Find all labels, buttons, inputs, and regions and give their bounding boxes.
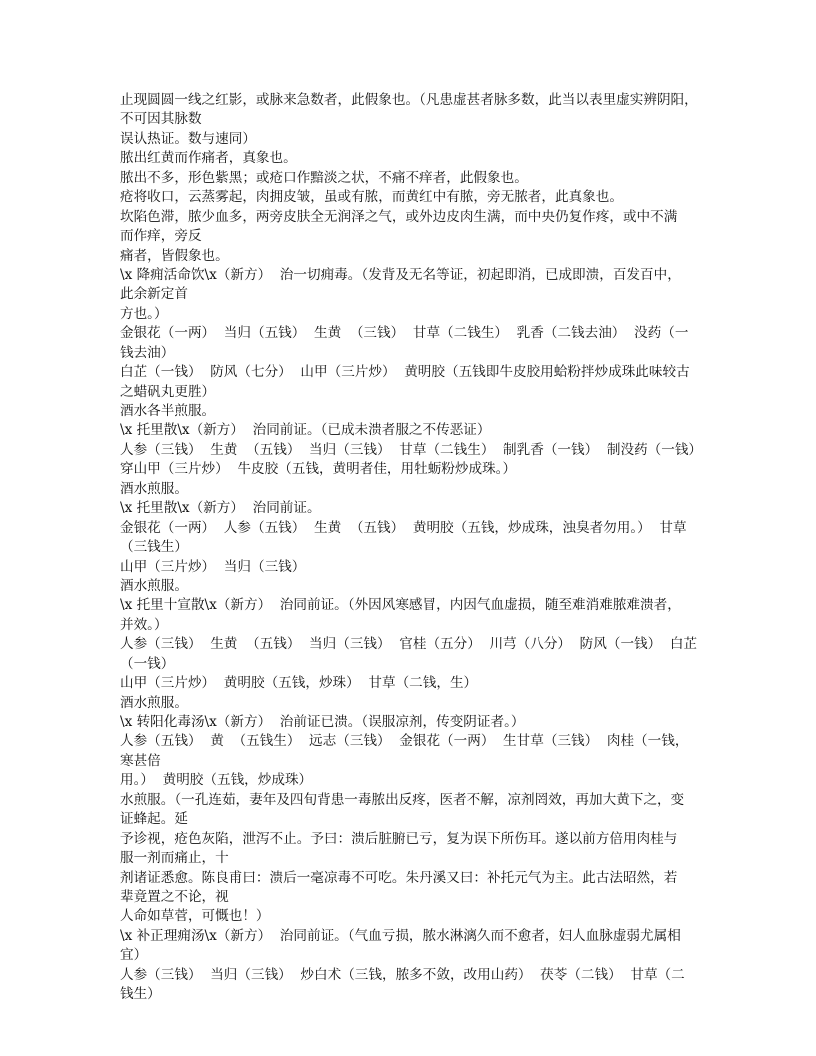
preparation-line: 酒水各半煎服。 — [120, 403, 216, 419]
text-line: 止现圆圆一线之红影，或脉来急数者，此假象也。（凡患虚甚者脉多数，此当以表里虚实辨阴阳， — [120, 92, 698, 108]
formula-heading: \x 转阳化毒汤\x（新方） 治前证已溃。（误服凉剂，传变阴证者。） — [120, 714, 525, 730]
ingredients-line: （一钱） — [120, 655, 175, 672]
formula-heading: \x 托里散\x（新方） 治同前证。 — [120, 500, 321, 517]
ingredients-line: 金银花（一两） 当归（五钱） 生黄 （三钱） 甘草（二钱生） 乳香（二钱去油） 没药（一 — [120, 325, 689, 342]
preparation-line: 水煎服。（一孔连茹，妻年及四旬背患一毒脓出反疼，医者不解，凉剂罔效，再加大黄下之，变 — [120, 791, 685, 808]
ingredients-line: 金银花（一两） 人参（五钱） 生黄 （五钱） 黄明胶（五钱，炒成珠，浊臭者勿用。） 甘草 — [120, 519, 687, 536]
text-line: 证蜂起。延 — [120, 811, 188, 828]
preparation-line: 酒水煎服。 — [120, 480, 188, 497]
text-line: 辈竟置之不论，视 — [120, 888, 229, 905]
text-line: 此余新定首 — [120, 286, 188, 303]
text-line: 痛者，皆假象也。 — [120, 247, 229, 264]
ingredients-line: 人参（三钱） 生黄 （五钱） 当归（三钱） 官桂（五分） 川芎（八分） 防风（一钱） 白芷 — [120, 636, 698, 653]
text-line: 而作痒，旁反 — [120, 228, 202, 245]
text-line: 脓出红黄而作痛者，真象也。 — [120, 150, 297, 167]
text-line: 不可因其脉数 — [120, 111, 202, 128]
ingredients-line: 钱生） — [120, 986, 161, 1003]
ingredients-line: 人参（五钱） 黄 （五钱生） 远志（三钱） 金银花（一两） 生甘草（三钱） 肉桂（一钱， — [120, 733, 689, 750]
ingredients-line: 穿山甲（三片炒） 牛皮胶（五钱，黄明者佳，用牡蛎粉炒成珠。） — [120, 461, 517, 478]
preparation-line: 酒水煎服。 — [120, 694, 188, 711]
ingredients-line: 之蜡矾丸更胜） — [120, 383, 216, 400]
text-line: 剂诸证悉愈。陈良甫曰：溃后一毫凉毒不可吃。朱丹溪又曰：补托元气为主。此古法昭然，若 — [120, 869, 678, 886]
formula-heading: \x 托里散\x（新方） 治同前证。（已成未溃者服之不传恶证） — [120, 422, 491, 439]
ingredients-line: 人参（三钱） 当归（三钱） 炒白术（三钱，脓多不敛，改用山药） 茯苓（二钱） 甘草（二 — [120, 966, 685, 983]
text-line: 坎陷色滞，脓少血多，两旁皮肤全无润泽之气，或外边皮肉生满，而中央仍复作疼，或中不满 — [120, 208, 678, 225]
text-line: 疮将收口，云蒸雾起，肉拥皮皱，虽或有脓，而黄红中有脓，旁无脓者，此真象也。 — [120, 189, 623, 206]
formula-heading: \x 托里十宣散\x（新方） 治同前证。（外因风寒感冒，内因气血虚损，随至难消难脓难溃者， — [120, 597, 681, 614]
ingredients-line: 寒甚倍 — [120, 752, 161, 769]
ingredients-line: 白芷（一钱） 防风（七分） 山甲（三片炒） 黄明胶（五钱即牛皮胶用蛤粉拌炒成珠此味较古 — [120, 364, 690, 381]
text-line: 方也。） — [120, 305, 168, 322]
ingredients-line: 人参（三钱） 生黄 （五钱） 当归（三钱） 甘草（二钱生） 制乳香（一钱） 制没药（一钱） — [120, 441, 703, 458]
formula-heading: \x 降痈活命饮\x（新方） 治一切痈毒。（发背及无名等证，初起即消，已成即溃，百发百中， — [120, 266, 681, 283]
ingredients-line: 钱去油） — [120, 344, 175, 361]
ingredients-line: 山甲（三片炒） 当归（三钱） — [120, 558, 306, 575]
formula-heading: \x 补正理痈汤\x（新方） 治同前证。（气血亏损，脓水淋漓久而不愈者，妇人血脉虚弱尤属相 — [120, 927, 681, 944]
text-line: 误认热证。数与速同） — [120, 130, 256, 147]
text-line: 并效。） — [120, 616, 168, 633]
preparation-line: 酒水煎服。 — [120, 577, 188, 594]
text-line: 人命如草菅，可慨也！） — [120, 908, 270, 925]
text-line: 予诊视，疮色灰陷，泄泻不止。予曰：溃后脏腑已亏，复为误下所伤耳。遂以前方倍用肉桂与 — [120, 830, 678, 847]
ingredients-line: 用。） 黄明胶（五钱，炒成珠） — [120, 772, 313, 789]
ingredients-line: 山甲（三片炒） 黄明胶（五钱，炒珠） 甘草（二钱，生） — [120, 675, 478, 692]
text-line: 服一剂而痛止，十 — [120, 850, 229, 867]
document-page — [120, 91, 704, 1005]
text-line: 脓出不多，形色紫黑；或疮口作黯淡之状，不痛不痒者，此假象也。 — [120, 169, 528, 186]
text-line: 宜） — [120, 947, 148, 964]
ingredients-line: （三钱生） — [120, 539, 188, 556]
